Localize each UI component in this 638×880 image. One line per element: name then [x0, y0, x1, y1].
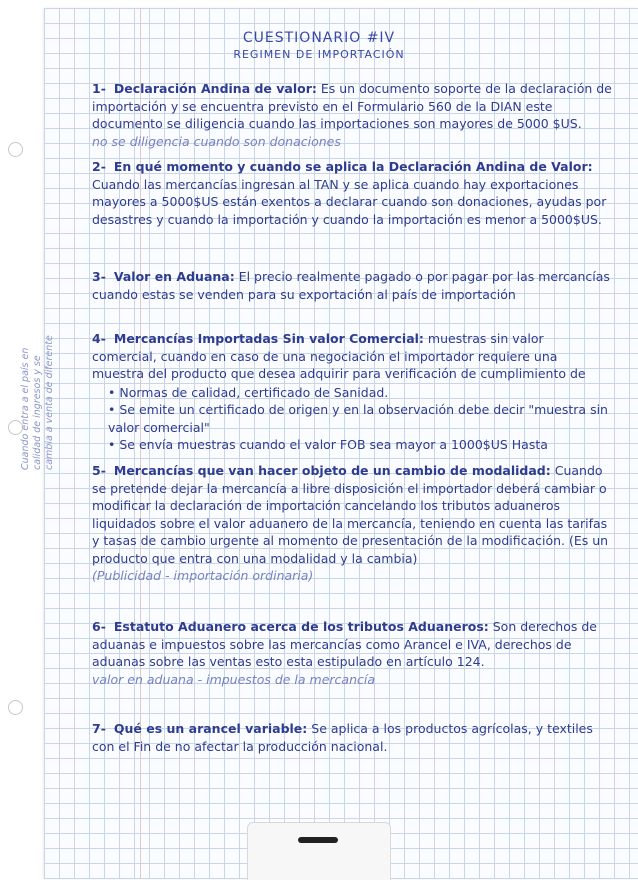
binder-hole-top: [8, 142, 23, 157]
question-note: valor en aduana - impuestos de la mercancía: [92, 671, 376, 687]
question-number: 6-: [92, 619, 106, 634]
question-answer: Cuando las mercancías ingresan al TAN y se aplica cuando hay exportaciones mayores a 5000$US están exentos a declarar cuando son donaciones, ayudas por desastres y cuando la importación y cuando la importación es menor a 5000$US.: [92, 176, 607, 227]
page-subtitle: REGIMEN DE IMPORTACIÓN: [233, 48, 405, 61]
question-answer: El precio realmente pagado o por pagar por las mercancías cuando estas se venden para su exportación al país de importación: [92, 269, 610, 302]
question-number: 4-: [92, 331, 106, 346]
question-number: 3-: [92, 269, 106, 284]
question-heading: Estatuto Aduanero acerca de los tributos Aduaneros:: [113, 619, 489, 634]
question-answer: Son derechos de aduanas e impuestos sobre las mercancías como Arancel e IVA, derechos de aduanas sobre las ventas esto esta estipulado en artículo 124.: [92, 619, 597, 669]
question-answer: Se aplica a los productos agrícolas, y textiles con el Fin de no afectar la producción nacional.: [92, 721, 593, 754]
header: [0, 30, 638, 61]
question-heading: En qué momento y cuando se aplica la Declaración Andina de Valor:: [113, 159, 593, 174]
page-title: CUESTIONARIO #IV: [242, 30, 396, 46]
question-number: 1-: [92, 81, 106, 96]
question-5: [92, 462, 612, 585]
binder-hole-bottom: [8, 700, 23, 715]
question-answer: Es un documento soporte de la declaración de importación y se encuentra previsto en el Formulario 560 de la DIAN este documento se diligencia cuando las importaciones son mayores de 5000 $US.: [92, 81, 612, 131]
requirements-list: [108, 384, 612, 454]
question-number: 2-: [92, 159, 106, 174]
question-note: (Publicidad - importación ordinaria): [92, 568, 314, 583]
list-item: • Se emite un certificado de origen y en la observación debe decir "muestra sin valor comercial": [108, 401, 612, 436]
question-number: 7-: [92, 721, 106, 736]
margin-side-note: Cuando entra a el país en calidad de ingresos y se cambia a venta de diferente: [20, 335, 55, 470]
binder-clip: [247, 822, 391, 880]
question-6: [92, 618, 612, 688]
list-item: • Normas de calidad, certificado de Sanidad.: [108, 384, 612, 402]
question-answer: Cuando se pretende dejar la mercancía a libre disposición el importador deberá cambiar o modificar la declaración de importación cancelando los tributos aduaneros liquidados sobre el valor aduanero de la mercancía, teniendo en cuenta las tarifas y tasas de cambio urgente al momento de presentación de la modificación. (Es un producto que entra con una modalidad y la cambia): [92, 463, 609, 566]
question-answer: muestras sin valor comercial, cuando en caso de una negociación el importador requiere una muestra del producto que desea adquirir para verificación de cumplimiento de: [92, 331, 586, 381]
question-4: [92, 330, 612, 454]
question-7: [92, 720, 612, 755]
question-heading: Mercancías Importadas Sin valor Comercial:: [113, 331, 424, 346]
question-heading: Declaración Andina de valor:: [113, 81, 317, 96]
question-note: no se diligencia cuando son donaciones: [92, 133, 341, 149]
question-3: [92, 268, 612, 303]
question-1: [92, 80, 612, 150]
list-item: • Se envía muestras cuando el valor FOB sea mayor a 1000$US Hasta: [108, 436, 612, 454]
question-heading: Mercancías que van hacer objeto de un cambio de modalidad:: [113, 463, 551, 478]
question-heading: Qué es un arancel variable:: [113, 721, 308, 736]
question-2: [92, 158, 612, 228]
binder-clip-bar: [298, 837, 338, 843]
question-heading: Valor en Aduana:: [113, 269, 235, 284]
question-number: 5-: [92, 463, 106, 478]
